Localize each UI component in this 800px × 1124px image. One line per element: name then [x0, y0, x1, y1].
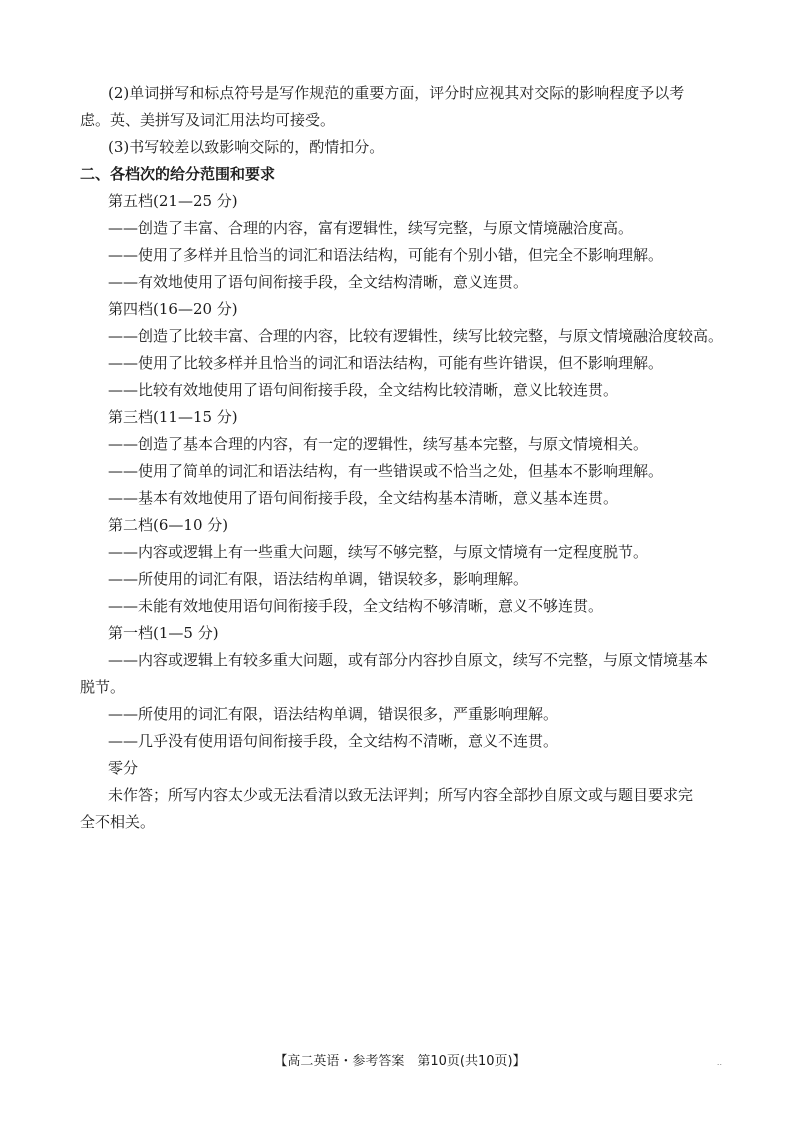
- grade-3-item-3: ——基本有效地使用了语句间衔接手段，全文结构基本清晰，意义基本连贯。: [108, 489, 619, 507]
- grade-0-title: 零分: [108, 759, 139, 777]
- grade-3-title: 第三档(11—15 分): [108, 408, 238, 426]
- grade-3-block: [80, 404, 730, 512]
- grade-4-item-1: ——创造了比较丰富、合理的内容，比较有逻辑性，续写比较完整，与原文情境融洽度较高。: [108, 327, 724, 345]
- page-footer: 【高二英语・参考答案 第10页(共10页)】: [274, 1054, 526, 1069]
- grade-1-item-2: ——所使用的词汇有限，语法结构单调，错误很多，严重影响理解。: [108, 705, 559, 723]
- corner-mark: ..: [716, 1058, 722, 1067]
- grade-0-block: [80, 755, 730, 836]
- note-item-2-line-1: (2)单词拼写和标点符号是写作规范的重要方面，评分时应视其对交际的影响程度予以考: [108, 84, 685, 102]
- grade-4-block: [80, 296, 730, 404]
- grade-1-title: 第一档(1—5 分): [108, 624, 219, 642]
- grade-3-item-2: ——使用了简单的词汇和语法结构，有一些错误或不恰当之处，但基本不影响理解。: [108, 462, 664, 480]
- grade-5-title: 第五档(21—25 分): [108, 192, 238, 210]
- grade-4-item-2: ——使用了比较多样并且恰当的词汇和语法结构，可能有些许错误，但不影响理解。: [108, 354, 664, 372]
- grade-4-item-3: ——比较有效地使用了语句间衔接手段，全文结构比较清晰，意义比较连贯。: [108, 381, 619, 399]
- grade-1-item-3: ——几乎没有使用语句间衔接手段，全文结构不清晰，意义不连贯。: [108, 732, 559, 750]
- grade-1-block: [80, 620, 730, 755]
- grade-5-item-3: ——有效地使用了语句间衔接手段，全文结构清晰，意义连贯。: [108, 273, 529, 291]
- note-item-2-line-2: 虑。英、美拼写及词汇用法均可接受。: [80, 111, 336, 129]
- grade-5-item-1: ——创造了丰富、合理的内容，富有逻辑性，续写完整，与原文情境融洽度高。: [108, 219, 634, 237]
- grade-1-item-1-line-1: ——内容或逻辑上有较多重大问题，或有部分内容抄自原文，续写不完整，与原文情境基本: [108, 651, 709, 669]
- grade-5-block: [80, 188, 730, 296]
- grade-2-block: [80, 512, 730, 620]
- grade-2-item-3: ——未能有效地使用语句间衔接手段，全文结构不够清晰，意义不够连贯。: [108, 597, 604, 615]
- grade-2-item-2: ——所使用的词汇有限，语法结构单调，错误较多，影响理解。: [108, 570, 529, 588]
- page-content: [80, 80, 730, 836]
- note-item-3: (3)书写较差以致影响交际的，酌情扣分。: [108, 138, 385, 156]
- grade-3-item-1: ——创造了基本合理的内容，有一定的逻辑性，续写基本完整，与原文情境相关。: [108, 435, 649, 453]
- grade-2-title: 第二档(6—10 分): [108, 516, 229, 534]
- grade-0-desc-line-1: 未作答；所写内容太少或无法看清以致无法评判；所写内容全部抄自原文或与题目要求完: [108, 786, 694, 804]
- section-heading: 二、各档次的给分范围和要求: [80, 165, 276, 183]
- grade-4-title: 第四档(16—20 分): [108, 300, 238, 318]
- grade-0-desc-line-2: 全不相关。: [80, 813, 156, 831]
- grade-1-item-1-line-2: 脱节。: [80, 678, 126, 696]
- grade-5-item-2: ——使用了多样并且恰当的词汇和语法结构，可能有个别小错，但完全不影响理解。: [108, 246, 664, 264]
- grade-2-item-1: ——内容或逻辑上有一些重大问题，续写不够完整，与原文情境有一定程度脱节。: [108, 543, 649, 561]
